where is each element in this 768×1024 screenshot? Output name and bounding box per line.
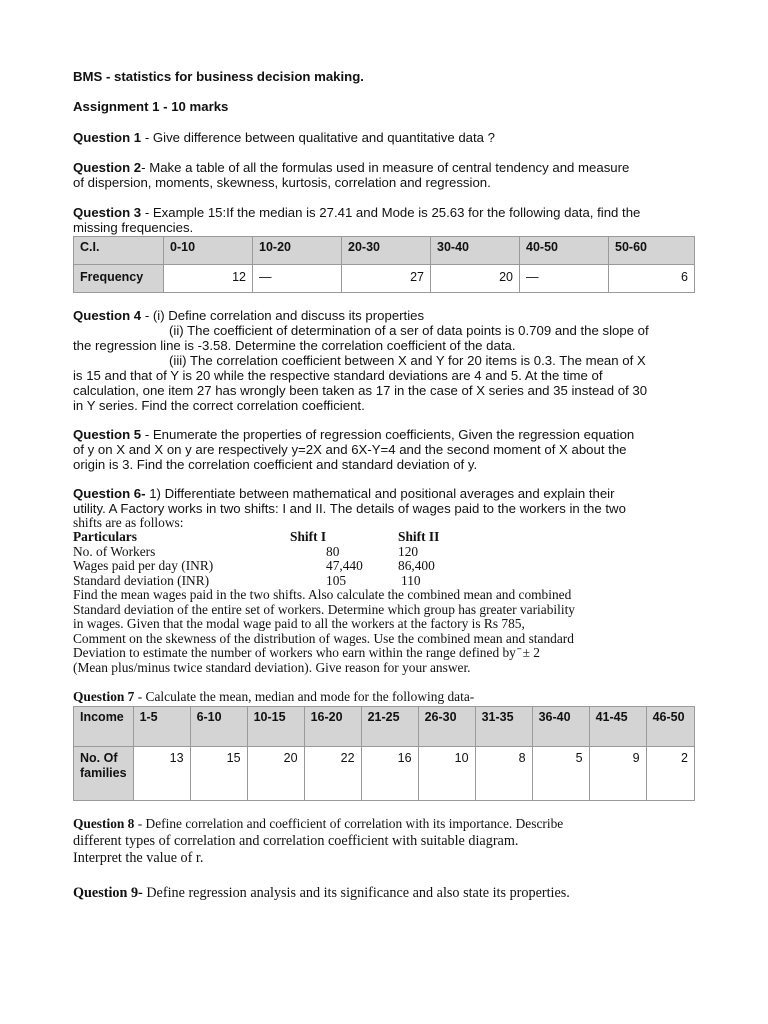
- wages-table-header: Particulars Shift I Shift II: [73, 529, 440, 544]
- question-6-paragraph: Find the mean wages paid in the two shifts. Also calculate the combined mean and combined Standard deviation of the entire set of workers. Determine which group has greater variability in wages. Given that the modal wage paid to all the workers at the factory is Rs 785, Comment on the skewness of the distribution of wages. Use the combined mean and standard Deviation to estimate the number of workers who earn within the range defined by ̄ ± 2 (Mean plus/minus twice standard deviation). Give reason for your answer.: [73, 587, 575, 675]
- question-6: Question 6- 1) Differentiate between mathematical and positional averages and explain their utility. A Factory works in two shifts: I and II. The details of wages paid to the workers in the two shifts are as follows:: [73, 486, 626, 530]
- question-4-label: Question 4: [73, 308, 142, 323]
- question-7-label: Question 7: [73, 689, 135, 704]
- question-3-label: Question 3: [73, 205, 142, 220]
- question-9: Question 9- Define regression analysis and its significance and also state its properties.: [73, 885, 570, 901]
- question-8: Question 8 - Define correlation and coefficient of correlation with its importance. Describe different types of correlation and correlation coefficient with suitable diagram. Interpret the value of r.: [73, 816, 564, 866]
- question-7: Question 7 - Calculate the mean, median and mode for the following data-: [73, 689, 475, 704]
- wages-table: [73, 530, 573, 588]
- wages-table-row: Standard deviation (INR) 105 110: [73, 572, 421, 588]
- question-9-label: Question 9-: [73, 885, 143, 901]
- question-1: Question 1 - Give difference between qualitative and quantitative data ?: [73, 130, 496, 145]
- question-5-label: Question 5: [73, 427, 142, 442]
- question-6-label: Question 6-: [73, 486, 146, 501]
- question-1-label: Question 1: [73, 130, 142, 145]
- wages-table-row: No. of Workers 80 120: [73, 543, 419, 559]
- question-2-label: Question 2: [73, 160, 142, 175]
- question-3: Question 3 - Example 15:If the median is 27.41 and Mode is 25.63 for the following data, find the missing frequencies.: [73, 205, 641, 235]
- frequency-table: C.I. 0-10 10-20 20-30 30-40 40-50 50-60 Frequency 12 — 27 20 — 6: [73, 236, 695, 293]
- question-8-label: Question 8: [73, 816, 135, 831]
- question-4: Question 4 - (i) Define correlation and discuss its properties (ii) The coefficient of determination of a ser of data points is 0.709 and the slope of the regression line is -3.58. Determine the correlation coefficient of the data. (iii) The correlation coefficient between X and Y for 20 items is 0.3. The mean of X is 15 and that of Y is 20 while the respective standard deviations are 4 and 5. At the time of calculation, one item 27 has wrongly been taken as 17 in the case of X series and 35 instead of 30 in Y series. Find the correct correlation coefficient.: [73, 308, 649, 413]
- question-5: Question 5 - Enumerate the properties of regression coefficients, Given the regression equation of y on X and X on y are respectively y=2X and 6X-Y=4 and the second moment of X about the origin is 3. Find the correlation coefficient and standard deviation of y.: [73, 427, 635, 472]
- assignment-title: Assignment 1 - 10 marks: [73, 99, 229, 114]
- wages-table-row: Wages paid per day (INR) 47,440 86,400: [73, 558, 435, 574]
- question-2: Question 2- Make a table of all the formulas used in measure of central tendency and measure of dispersion, moments, skewness, kurtosis, correlation and regression.: [73, 160, 630, 190]
- course-title: BMS - statistics for business decision making.: [73, 69, 364, 84]
- income-table: Income 1-5 6-10 10-15 16-20 21-25 26-30 31-35 36-40 41-45 46-50 No. Of families 13 15 20 22 16 10 8 5 9 2: [73, 706, 695, 801]
